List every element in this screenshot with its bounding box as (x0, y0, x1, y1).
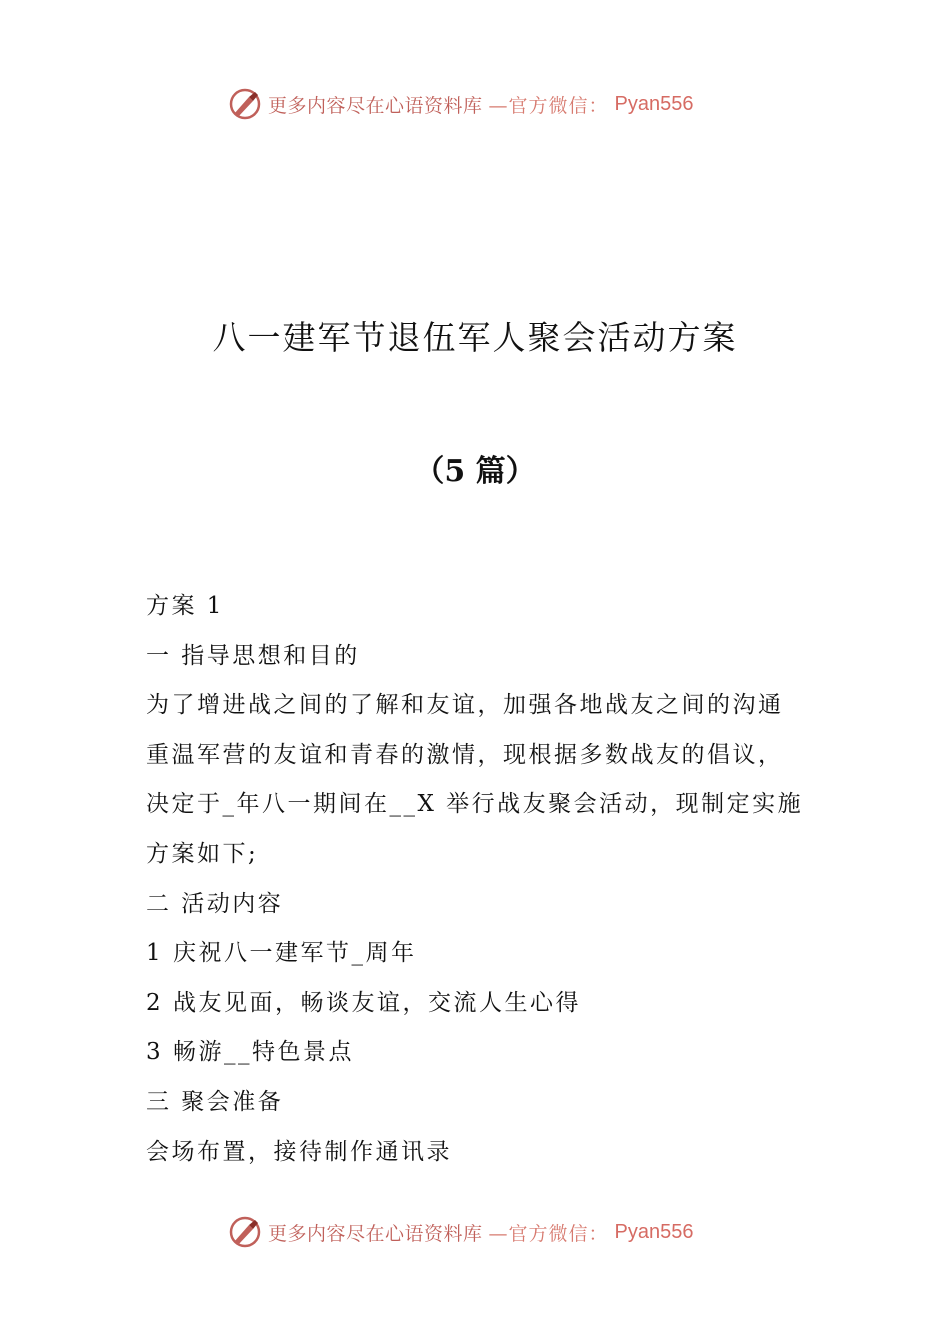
watermark-tag: —官方微信： (488, 94, 609, 117)
body-line: 决定于_年八一期间在__X 举行战友聚会活动，现制定实施 (146, 791, 804, 818)
body-line: 方案如下; (146, 840, 259, 867)
watermark-text: 更多内容尽在心语资料库 (268, 1222, 483, 1245)
body-line: 重温军营的友谊和青春的激情，现根据多数战友的倡议， (146, 741, 784, 768)
pen-circle-logo-icon (228, 1215, 262, 1249)
header-watermark (228, 84, 728, 124)
body-line: 三 聚会准备 (146, 1088, 284, 1115)
body-line: 为了增进战之间的了解和友谊，加强各地战友之间的沟通 (146, 692, 784, 719)
body-line: 二 活动内容 (146, 890, 284, 917)
body-line: 方案 1 (146, 593, 224, 619)
pen-circle-logo-icon (228, 87, 262, 121)
body-line: 一 指导思想和目的 (146, 642, 360, 669)
watermark-wechat-id: Pyan556 (614, 1220, 694, 1243)
body-line: 2 战友见面，畅谈友谊，交流人生心得 (146, 989, 581, 1016)
watermark-tag: —官方微信： (488, 1222, 609, 1245)
watermark-text: 更多内容尽在心语资料库 (268, 94, 483, 117)
document-subtitle: （5 篇） (414, 454, 536, 489)
document-body (146, 582, 816, 1177)
body-line: 1 庆祝八一建军节_周年 (146, 940, 417, 967)
footer-watermark (228, 1212, 728, 1252)
body-line: 会场布置，接待制作通讯录 (146, 1138, 452, 1165)
body-line: 3 畅游__特色景点 (146, 1039, 354, 1066)
document-title: 八一建军节退伍军人聚会活动方案 (212, 318, 738, 357)
watermark-wechat-id: Pyan556 (614, 92, 694, 115)
